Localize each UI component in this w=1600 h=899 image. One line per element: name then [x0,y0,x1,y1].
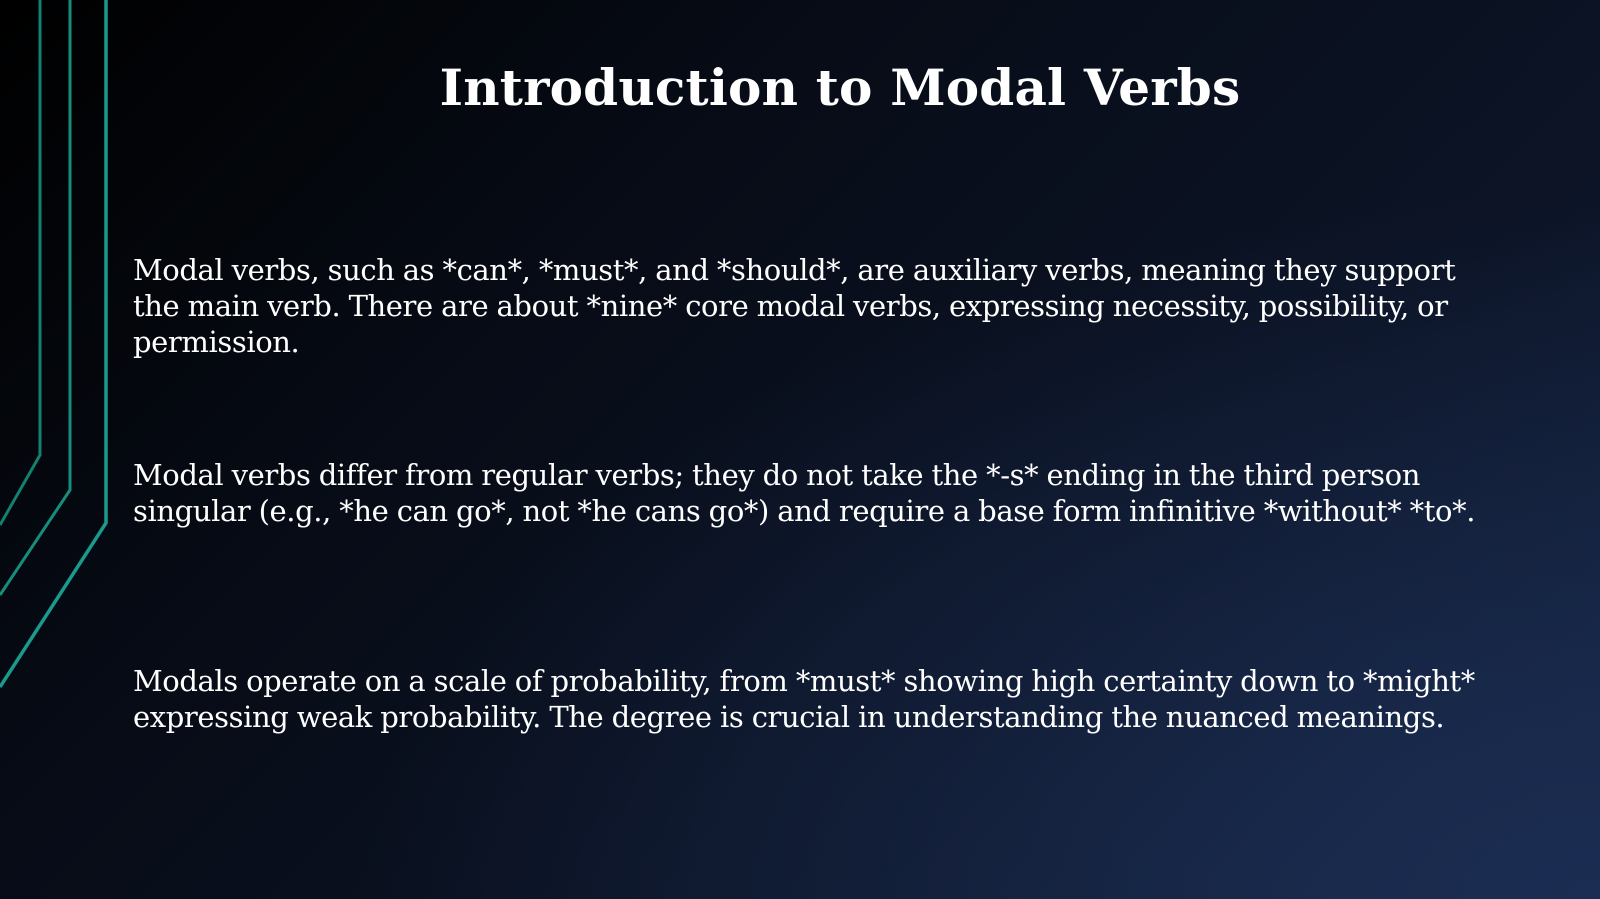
slide-title: Introduction to Modal Verbs [439,58,1241,117]
paragraph-modal-probability: Modals operate on a scale of probability, from *must* showing high certainty down to *might* expressing weak probability. The degree is crucial in understanding the nuanced meanings. [133,664,1475,734]
paragraph-modal-definition: Modal verbs, such as *can*, *must*, and *should*, are auxiliary verbs, meaning they support the main verb. There are about *nine* core modal verbs, expressing necessity, possibility, or permission. [133,253,1456,359]
paragraph-modal-grammar: Modal verbs differ from regular verbs; they do not take the *-s* ending in the third person singular (e.g., *he can go*, not *he cans go*) and require a base form infinitive *without* *to*. [133,458,1476,528]
decorative-accent-lines [0,0,120,899]
